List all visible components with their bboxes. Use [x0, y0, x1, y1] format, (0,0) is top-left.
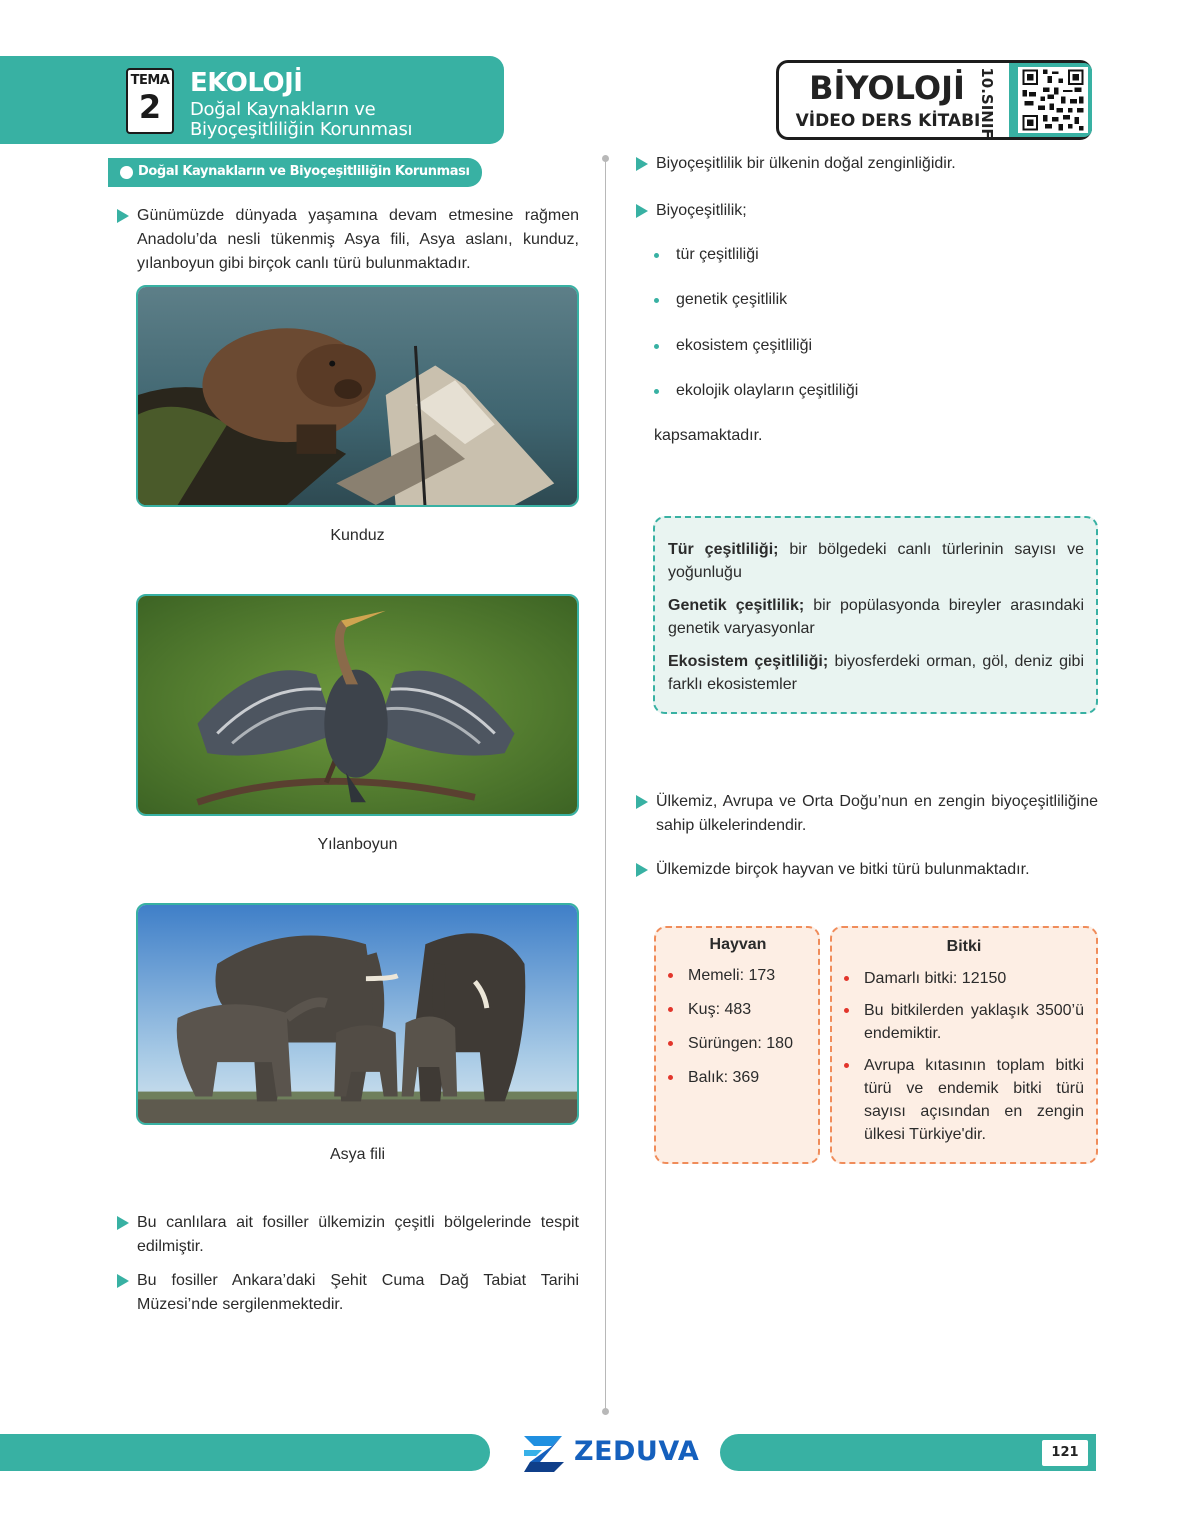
richest-country-bullet: Ülkemiz, Avrupa ve Orta Doğu’nun en zengin biyoçeşitliliğine sahip ülkelerindendir. — [636, 790, 1098, 838]
list-item: tür çeşitliliği — [654, 246, 759, 264]
anhinga-photo — [136, 594, 579, 816]
animal-stats-box — [654, 926, 820, 1164]
elephant-caption: Asya fili — [329, 1146, 386, 1163]
brand-box — [776, 60, 1092, 140]
fossil-paragraph-1: Bu canlılara ait fosiller ülkemizin çeşitli bölgelerinde tespit edilmiştir. — [117, 1211, 579, 1259]
list-item: Avrupa kıtasının toplam bitki türü ve endemik bitki türü sayısı açısından en zengin ülkesi Türkiye'dir. — [844, 1054, 1084, 1146]
definition-genetic: Genetik çeşitlilik; bir popülasyonda bireyler arasındaki genetik varyasyonlar — [668, 597, 1085, 637]
tema-number: 2 — [138, 88, 162, 126]
definition-species: Tür çeşitliliği; bir bölgedeki canlı türlerinin sayısı ve yoğunluğu — [668, 541, 1085, 581]
list-item: genetik çeşitlilik — [654, 291, 787, 309]
tema-label: TEMA — [130, 73, 170, 88]
arrow-bullet-icon — [117, 1274, 129, 1288]
dot-bullet-icon — [654, 298, 659, 303]
footer-band-right — [720, 1434, 1096, 1471]
qr-code-frame[interactable] — [1009, 63, 1092, 137]
section-dot-icon — [120, 166, 133, 179]
elephant-photo — [136, 903, 579, 1125]
list-item: Balık: 369 — [668, 1066, 808, 1089]
fossil-paragraph-2: Bu fosiller Ankara’daki Şehit Cuma Dağ Tabiat Tarihi Müzesi’nde sergilenmektedir. — [117, 1269, 579, 1317]
beaver-photo — [136, 285, 579, 507]
divider-end-dot — [602, 155, 609, 162]
arrow-bullet-icon — [117, 1216, 129, 1230]
list-item: Sürüngen: 180 — [668, 1032, 808, 1055]
section-header — [108, 158, 482, 187]
dot-bullet-icon — [654, 344, 659, 349]
biodiversity-intro-bullet: Biyoçeşitlilik; — [636, 199, 1098, 223]
plant-stats-title: Bitki — [946, 938, 982, 955]
tema-badge — [126, 68, 174, 134]
footer-band-left — [0, 1434, 490, 1471]
zeduva-logo-icon — [522, 1434, 566, 1474]
intro-paragraph: Günümüzde dünyada yaşamına devam etmesine rağmen Anadolu’da nesli tükenmiş Asya fili, Asya aslanı, kunduz, yılanboyun gibi birçok canlı türü bulunmaktadır. — [117, 204, 579, 276]
definitions-box — [653, 516, 1098, 714]
section-title: Doğal Kaynakların ve Biyoçeşitliliğin Korunması — [138, 164, 470, 179]
definition-ecosystem: Ekosistem çeşitliliği; biyosferdeki orman, göl, deniz gibi farklı ekosistemler — [668, 653, 1085, 693]
anhinga-caption: Yılanboyun — [317, 836, 398, 853]
list-item: Kuş: 483 — [668, 998, 808, 1021]
list-item: Damarlı bitki: 12150 — [844, 967, 1084, 990]
arrow-bullet-icon — [636, 795, 648, 809]
column-divider — [605, 160, 606, 1410]
qr-code-icon[interactable] — [1018, 67, 1088, 133]
theme-title: Doğal Kaynakların ve Biyoçeşitliliğin Korunması — [190, 99, 413, 140]
arrow-bullet-icon — [636, 863, 648, 877]
page-number: 121 — [1042, 1440, 1088, 1466]
arrow-bullet-icon — [117, 209, 129, 223]
list-item: ekosistem çeşitliliği — [654, 337, 812, 355]
divider-end-dot — [602, 1408, 609, 1415]
closing-text: kapsamaktadır. — [654, 427, 763, 444]
dot-bullet-icon — [654, 253, 659, 258]
list-item: Memeli: 173 — [668, 964, 808, 987]
zeduva-logo-text: ZEDUVA — [574, 1436, 700, 1467]
brand-title: BİYOLOJİ — [809, 69, 965, 107]
biodiversity-wealth-bullet: Biyoçeşitlilik bir ülkenin doğal zenginliğidir. — [636, 152, 1098, 176]
grade-label: 10.SINIF — [978, 67, 996, 139]
dot-bullet-icon — [654, 389, 659, 394]
unit-title: EKOLOJİ — [190, 68, 303, 98]
list-item: ekolojik olayların çeşitliliği — [654, 382, 858, 400]
plant-stats-box — [830, 926, 1098, 1164]
list-item: Bu bitkilerden yaklaşık 3500’ü endemiktir. — [844, 999, 1084, 1045]
brand-subtitle: VİDEO DERS KİTABI — [795, 111, 981, 131]
arrow-bullet-icon — [636, 204, 648, 218]
arrow-bullet-icon — [636, 157, 648, 171]
species-count-bullet: Ülkemizde birçok hayvan ve bitki türü bulunmaktadır. — [636, 858, 1098, 882]
animal-stats-title: Hayvan — [709, 936, 767, 953]
beaver-caption: Kunduz — [330, 527, 385, 544]
